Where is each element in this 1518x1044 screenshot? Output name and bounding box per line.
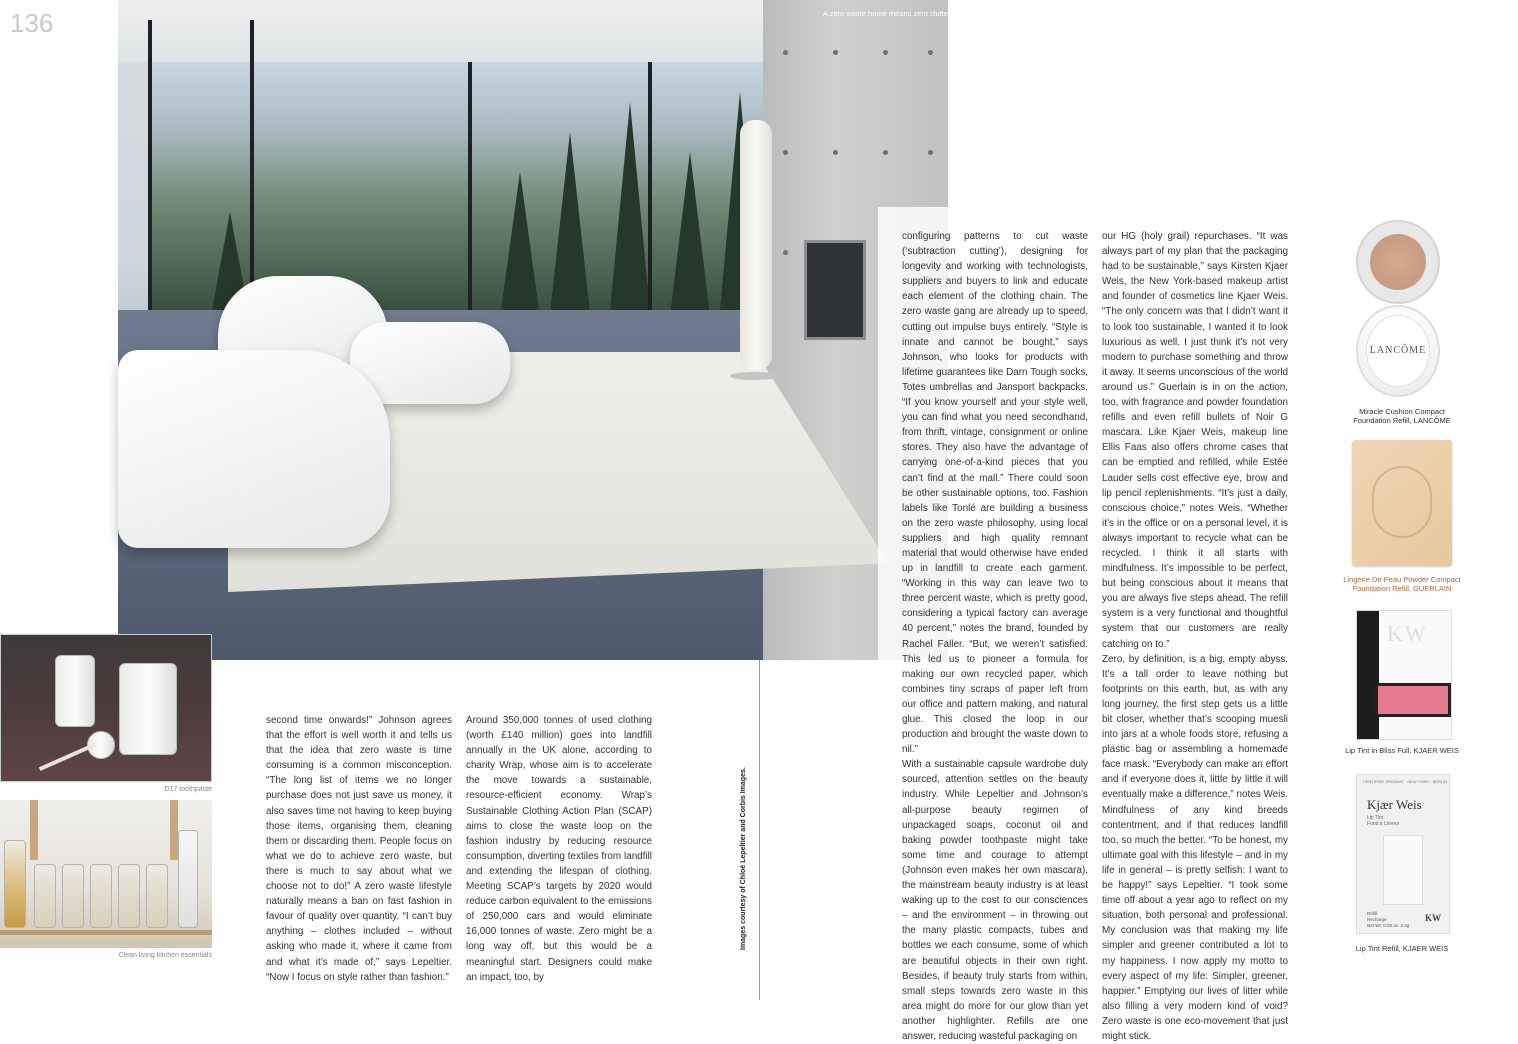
page-gutter bbox=[759, 660, 760, 1000]
lancome-compact-lid-image: LANCÔME bbox=[1356, 305, 1440, 397]
page-number: 136 bbox=[10, 8, 54, 38]
lancome-compact-refill-image bbox=[1356, 220, 1440, 304]
kjaer-weis-refill-caption: Lip Tint Refill, KJAER WEIS bbox=[1355, 944, 1449, 953]
hero-floor-lamp bbox=[740, 120, 772, 370]
article-column-1: second time onwards!” Johnson agrees that the effort is well worth it and tells us that the idea that zero waste is time consuming is a common misconception. “The long list of items we no longer purchase does not just save us money, it also saves time not having to keep buying those items, organising them, cleaning them or discarding them. People focus on what we do to achieve zero waste, but there is much to say about what we choose not to do!” A zero waste lifestyle naturally means a ban on fast fashion in favour of quality over quantity. “I can’t buy anything – clothes included – without asking who made it, where it came from and what it’s made of,” says Lepeltier. “Now I focus on style rather than fashion.” bbox=[266, 715, 452, 983]
kitchen-essentials-photo bbox=[0, 800, 212, 948]
hero-lounge-chair bbox=[118, 350, 390, 548]
toothpaste-caption: D17 toothpaste bbox=[164, 786, 212, 793]
hero-caption: A zero waste home means zero clutter bbox=[823, 9, 951, 18]
article-column-2: Around 350,000 tonnes of used clothing (worth £140 million) goes into landfill annually in the UK alone, according to charity Wrap, whose aim is to accelerate the move towards a sustainable, resource-efficient economy. Wrap’s Sustainable Clothing Action Plan (SCAP) aims to close the waste loop on the fashion industry by reducing resource consumption, diverting textiles from landfill and extending the lifespan of clothing. Meeting SCAP’s targets by 2020 would reduce carbon equivalent to the emissions of 250,000 cars and would eliminate 16,000 tonnes of waste. Zero might be a long way off, but this would be a meaningful start. Designers could make an impact, too, by bbox=[466, 715, 652, 983]
kitchen-caption: Clean living kitchen essentials bbox=[118, 952, 212, 959]
toothpaste-photo bbox=[0, 634, 212, 782]
lancome-caption: Miracle Cushion Compact Foundation Refill, LANCÔME bbox=[1353, 407, 1451, 425]
kjaer-weis-lip-tint-caption: Lip Tint in Bliss Full, KJAER WEIS bbox=[1345, 746, 1459, 755]
kjaer-weis-refill-pack-image: CERTIFIED ORGANIC · NEW YORK · BERLIN Kjær Weis Lip Tint Fond à Lèvres Refill Recharge Net Wt. 0.08 oz. 2.3g KW bbox=[1356, 774, 1450, 934]
guerlain-caption: Lingerie De Peau Powder Compact Foundation Refill, GUERLAIN bbox=[1343, 575, 1461, 593]
article-column-4: our HG (holy grail) repurchases. “It was always part of my plan that the packaging had to be sustainable,” says Kirsten Kjaer Weis, the New York-based makeup artist and founder of cosmetics line Kjaer Weis. “The only concern was that I didn’t want it to look too sustainable, I wanted it to look luxurious as well. I just think it’s not very modern to purchase something and throw it away. It seems unconscious of the world around us.” Guerlain is in on the action, too, with fragrance and powder foundation refills and even refill bullets of Noir G mascara. Like Kjaer Weis, makeup line Ellis Faas also offers chrome cases that can be emptied and refilled, while Estée Lauder sells cost effective eye, brow and lip pencil replenishments. “It’s just a daily, conscious choice,” notes Weis. “Whether it’s in the office or on a personal level, it is always important to recycle what can be recycled. I think it all starts with mindfulness. It’s impossible to be perfect, but being conscious about it means that you are always five steps ahead. The refill system is a very functional and thoughtful system that our customers are really catching on to.” Zero, by definition, is a big, empty abyss. It’s a tall order to leave nothing but footprints on this earth, but, as with any long journey, the first step gets us a little bit closer, whether that’s scooping muesli into jars at a whole foods store, refusing a plastic bag or assembling a homemade face mask. “Everybody can make an effort and if everyone does it, little by little it will eventually make a difference,” notes Weis. Mindfulness of any kind breeds contentment, and if that reduces landfill too, so much the better. “To be honest, my ultimate goal with this lifestyle – and in my life in general – is pretty selfish: I want to be happy!” says Lepeltier. “I took some time off about a year ago to reflect on my situation, both personal and professional. My conclusion was that making my life simpler and greener contributed a lot to my happiness. I now apply my motto to every aspect of my life: Simpler, greener, happier.” Emptying our lives of litter while also filling a very modern kind of void? Zero waste is one eco-movement that just might stick. bbox=[1102, 231, 1288, 1042]
kjaer-weis-lip-tint-image: KW bbox=[1356, 610, 1452, 740]
hero-fireplace bbox=[804, 240, 866, 340]
guerlain-powder-refill-image bbox=[1352, 440, 1452, 566]
article-column-3: configuring patterns to cut waste (‘subtraction cutting’), designing for longevity and working with technologists, suppliers and buyers to link and educate each element of the clothing chain. The zero waste gang are already up to speed, cutting out impulse buys entirely. “Style is innate and cannot be bought,” says Johnson, who looks for products with lifetime guarantees like Darn Tough socks, Totes umbrellas and Jansport backpacks. “If you know yourself and your style well, you can find what you need secondhand, from thrift, vintage, consignment or online stores. They also have the advantage of carrying one-of-a-kind pieces that you can’t find at the mall.” There could soon be other sustainable options, too. Fashion labels like Tonlé are building a business on the zero waste philosophy, using local suppliers and high quality remnant material that would otherwise have ended up in landfill to create each garment. “Working in this way can leave two to three percent waste, which is pretty good, considering a typical factory can average 40 percent,” notes the brand, founded by Rachel Faller. “But, we weren’t satisfied. This led us to pioneer a formula for making our own recycled paper, which combines tiny scraps of paper left from our office and pattern making, and natural glue. This closed the loop in our production and brought the waste down to nil.” With a sustainable capsule wardrobe duly sourced, attention settles on the beauty industry. While Lepeltier and Johnson’s all-purpose beauty regimen of unpackaged soaps, coconut oil and baking powder toothpaste might take some time and courage to attempt (Johnson even makes her own mascara), the mainstream beauty industry is at least waking up to the cost to our consciences – and the environment – in throwing out the many plastic compacts, tubes and bottles we each consume, some of which are beautiful objects in their own right. Besides, if beauty truly starts from within, small steps towards zero waste in this area might do more for our glow than yet another highlighter. Refills are one answer, reducing wasteful packaging on bbox=[902, 231, 1088, 1042]
image-credit: Images courtesy of Chloé Lepeltier and Corbis Images. bbox=[740, 767, 747, 950]
hero-photo bbox=[118, 0, 948, 660]
